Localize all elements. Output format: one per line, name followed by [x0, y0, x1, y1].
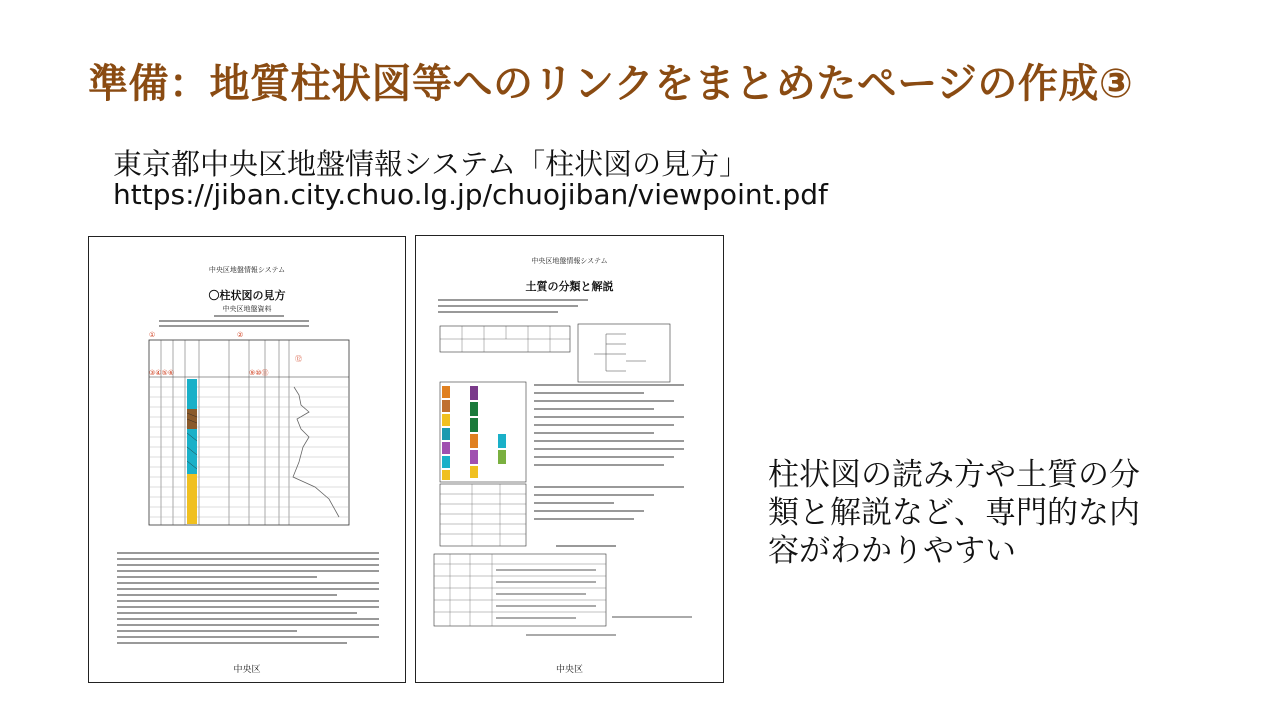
boring-log-figure	[89, 237, 406, 683]
document-thumbnail-boring-log	[88, 236, 406, 683]
source-name: 東京都中央区地盤情報システム「柱状図の見方」	[113, 147, 749, 181]
svg-text:①: ①	[149, 331, 156, 339]
soil-classification-figure	[416, 236, 724, 683]
doc1-subtitle: 中央区地盤資料	[222, 305, 272, 313]
svg-text:②: ②	[237, 331, 244, 339]
source-url[interactable]: https://jiban.city.chuo.lg.jp/chuojiban/viewpoint.pdf	[113, 178, 828, 211]
svg-text:⑫: ⑫	[295, 355, 302, 363]
document-thumbnail-soil-classification	[415, 235, 724, 683]
doc1-title: 〇柱状図の見方	[208, 289, 286, 302]
svg-text:⑨⑩⑪: ⑨⑩⑪	[249, 369, 269, 377]
doc2-header: 中央区地盤情報システム	[531, 257, 608, 265]
slide-title: 準備：地質柱状図等へのリンクをまとめたページの作成③	[88, 61, 1134, 107]
description-note: 柱状図の読み方や土質の分類と解説など、専門的な内容がわかりやすい	[768, 457, 1140, 569]
svg-text:③④⑤⑥: ③④⑤⑥	[149, 369, 175, 377]
doc1-footer: 中央区	[233, 665, 261, 675]
doc2-title: 土質の分類と解説	[525, 280, 614, 293]
doc2-footer: 中央区	[555, 665, 583, 675]
doc1-header: 中央区地盤情報システム	[208, 266, 286, 274]
